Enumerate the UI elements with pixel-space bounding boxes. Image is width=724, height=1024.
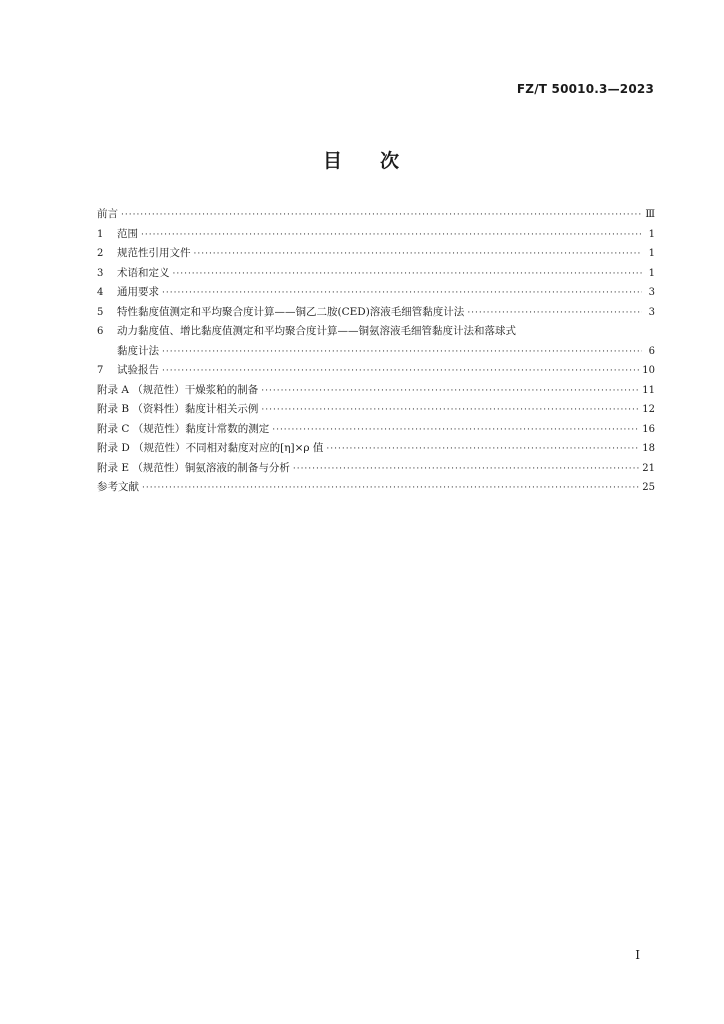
toc-entry[interactable] — [97, 459, 655, 479]
toc-entry-page: 11 — [642, 384, 655, 396]
page-number: I — [635, 948, 640, 962]
toc-entry-page: 16 — [642, 423, 655, 435]
toc-leader-dots — [326, 440, 639, 460]
toc-leader-dots — [142, 479, 639, 499]
toc-leader-dots — [261, 401, 639, 421]
toc-leader-dots — [121, 206, 642, 226]
toc-entry-page: 3 — [648, 306, 655, 318]
standard-code: FZ/T 50010.3—2023 — [516, 82, 654, 96]
toc-entry-page: 18 — [642, 443, 655, 454]
toc-entry-number: 1 — [97, 228, 104, 240]
table-of-contents — [97, 205, 655, 498]
toc-entry[interactable] — [97, 400, 655, 420]
toc-entry[interactable] — [97, 478, 655, 498]
toc-title-char-1: 目 — [322, 150, 344, 172]
toc-entry[interactable] — [97, 322, 655, 342]
toc-entry-number: 3 — [97, 267, 104, 279]
toc-entry[interactable] — [97, 420, 655, 440]
toc-entry-label: 附录 E （规范性）铜氨溶液的制备与分析 — [97, 461, 290, 474]
toc-entry[interactable] — [97, 244, 655, 264]
toc-leader-dots — [261, 382, 639, 402]
toc-entry-label: 通用要求 — [117, 286, 159, 298]
toc-entry[interactable] — [97, 205, 655, 225]
toc-entry-label: 术语和定义 — [117, 266, 170, 279]
toc-entry-page: 12 — [642, 404, 655, 415]
toc-leader-dots — [162, 343, 642, 363]
toc-entry-label: 黏度计法 — [117, 344, 159, 357]
toc-entry-number: 7 — [97, 365, 104, 376]
toc-entry-page: 25 — [642, 482, 655, 493]
toc-entry[interactable] — [97, 439, 655, 459]
toc-leader-dots — [162, 284, 642, 304]
toc-title — [0, 146, 724, 173]
toc-title-char-2: 次 — [380, 150, 402, 172]
toc-entry[interactable] — [97, 342, 655, 362]
toc-entry-label: 附录 C （规范性）黏度计常数的测定 — [97, 422, 270, 435]
toc-entry[interactable] — [97, 225, 655, 245]
toc-entry-label: 动力黏度值、增比黏度值测定和平均聚合度计算——铜氨溶液毛细管黏度计法和落球式 — [117, 325, 516, 337]
toc-entry-page: Ⅲ — [645, 209, 655, 220]
toc-entry-number: 4 — [97, 287, 104, 298]
toc-entry-number: 2 — [97, 248, 104, 259]
toc-entry-label: 规范性引用文件 — [117, 247, 191, 259]
toc-entry-label: 试验报告 — [117, 364, 159, 376]
toc-leader-dots — [194, 245, 643, 265]
toc-leader-dots — [173, 265, 643, 285]
toc-entry-page: 6 — [648, 345, 655, 357]
toc-entry-label: 参考文献 — [97, 481, 139, 493]
toc-entry-label: 附录 A （规范性）干燥浆粕的制备 — [97, 383, 259, 396]
toc-entry-label: 附录 D （规范性）不同相对黏度对应的[η]×ρ 值 — [97, 442, 324, 454]
toc-entry-page: 10 — [642, 365, 655, 376]
toc-entry-number: 6 — [97, 326, 104, 337]
toc-entry-label: 范围 — [117, 227, 138, 240]
toc-entry[interactable] — [97, 381, 655, 401]
toc-leader-dots — [141, 226, 642, 246]
toc-entry-page: 3 — [648, 287, 655, 298]
toc-entry-page: 1 — [648, 267, 655, 279]
toc-entry-page: 1 — [648, 248, 655, 259]
toc-entry-page: 1 — [648, 228, 655, 240]
toc-leader-dots — [293, 460, 639, 480]
toc-leader-dots — [467, 304, 642, 324]
toc-leader-dots — [272, 421, 639, 441]
toc-entry[interactable] — [97, 264, 655, 284]
toc-entry-page: 21 — [642, 462, 655, 474]
toc-entry-label: 前言 — [97, 208, 118, 220]
toc-entry-label: 附录 B （资料性）黏度计相关示例 — [97, 403, 259, 415]
toc-entry-number: 5 — [97, 306, 104, 318]
toc-entry[interactable] — [97, 361, 655, 381]
toc-entry[interactable] — [97, 283, 655, 303]
toc-leader-dots — [162, 362, 639, 382]
toc-entry-label: 特性黏度值测定和平均聚合度计算——铜乙二胺(CED)溶液毛细管黏度计法 — [117, 305, 465, 318]
toc-entry[interactable] — [97, 303, 655, 323]
